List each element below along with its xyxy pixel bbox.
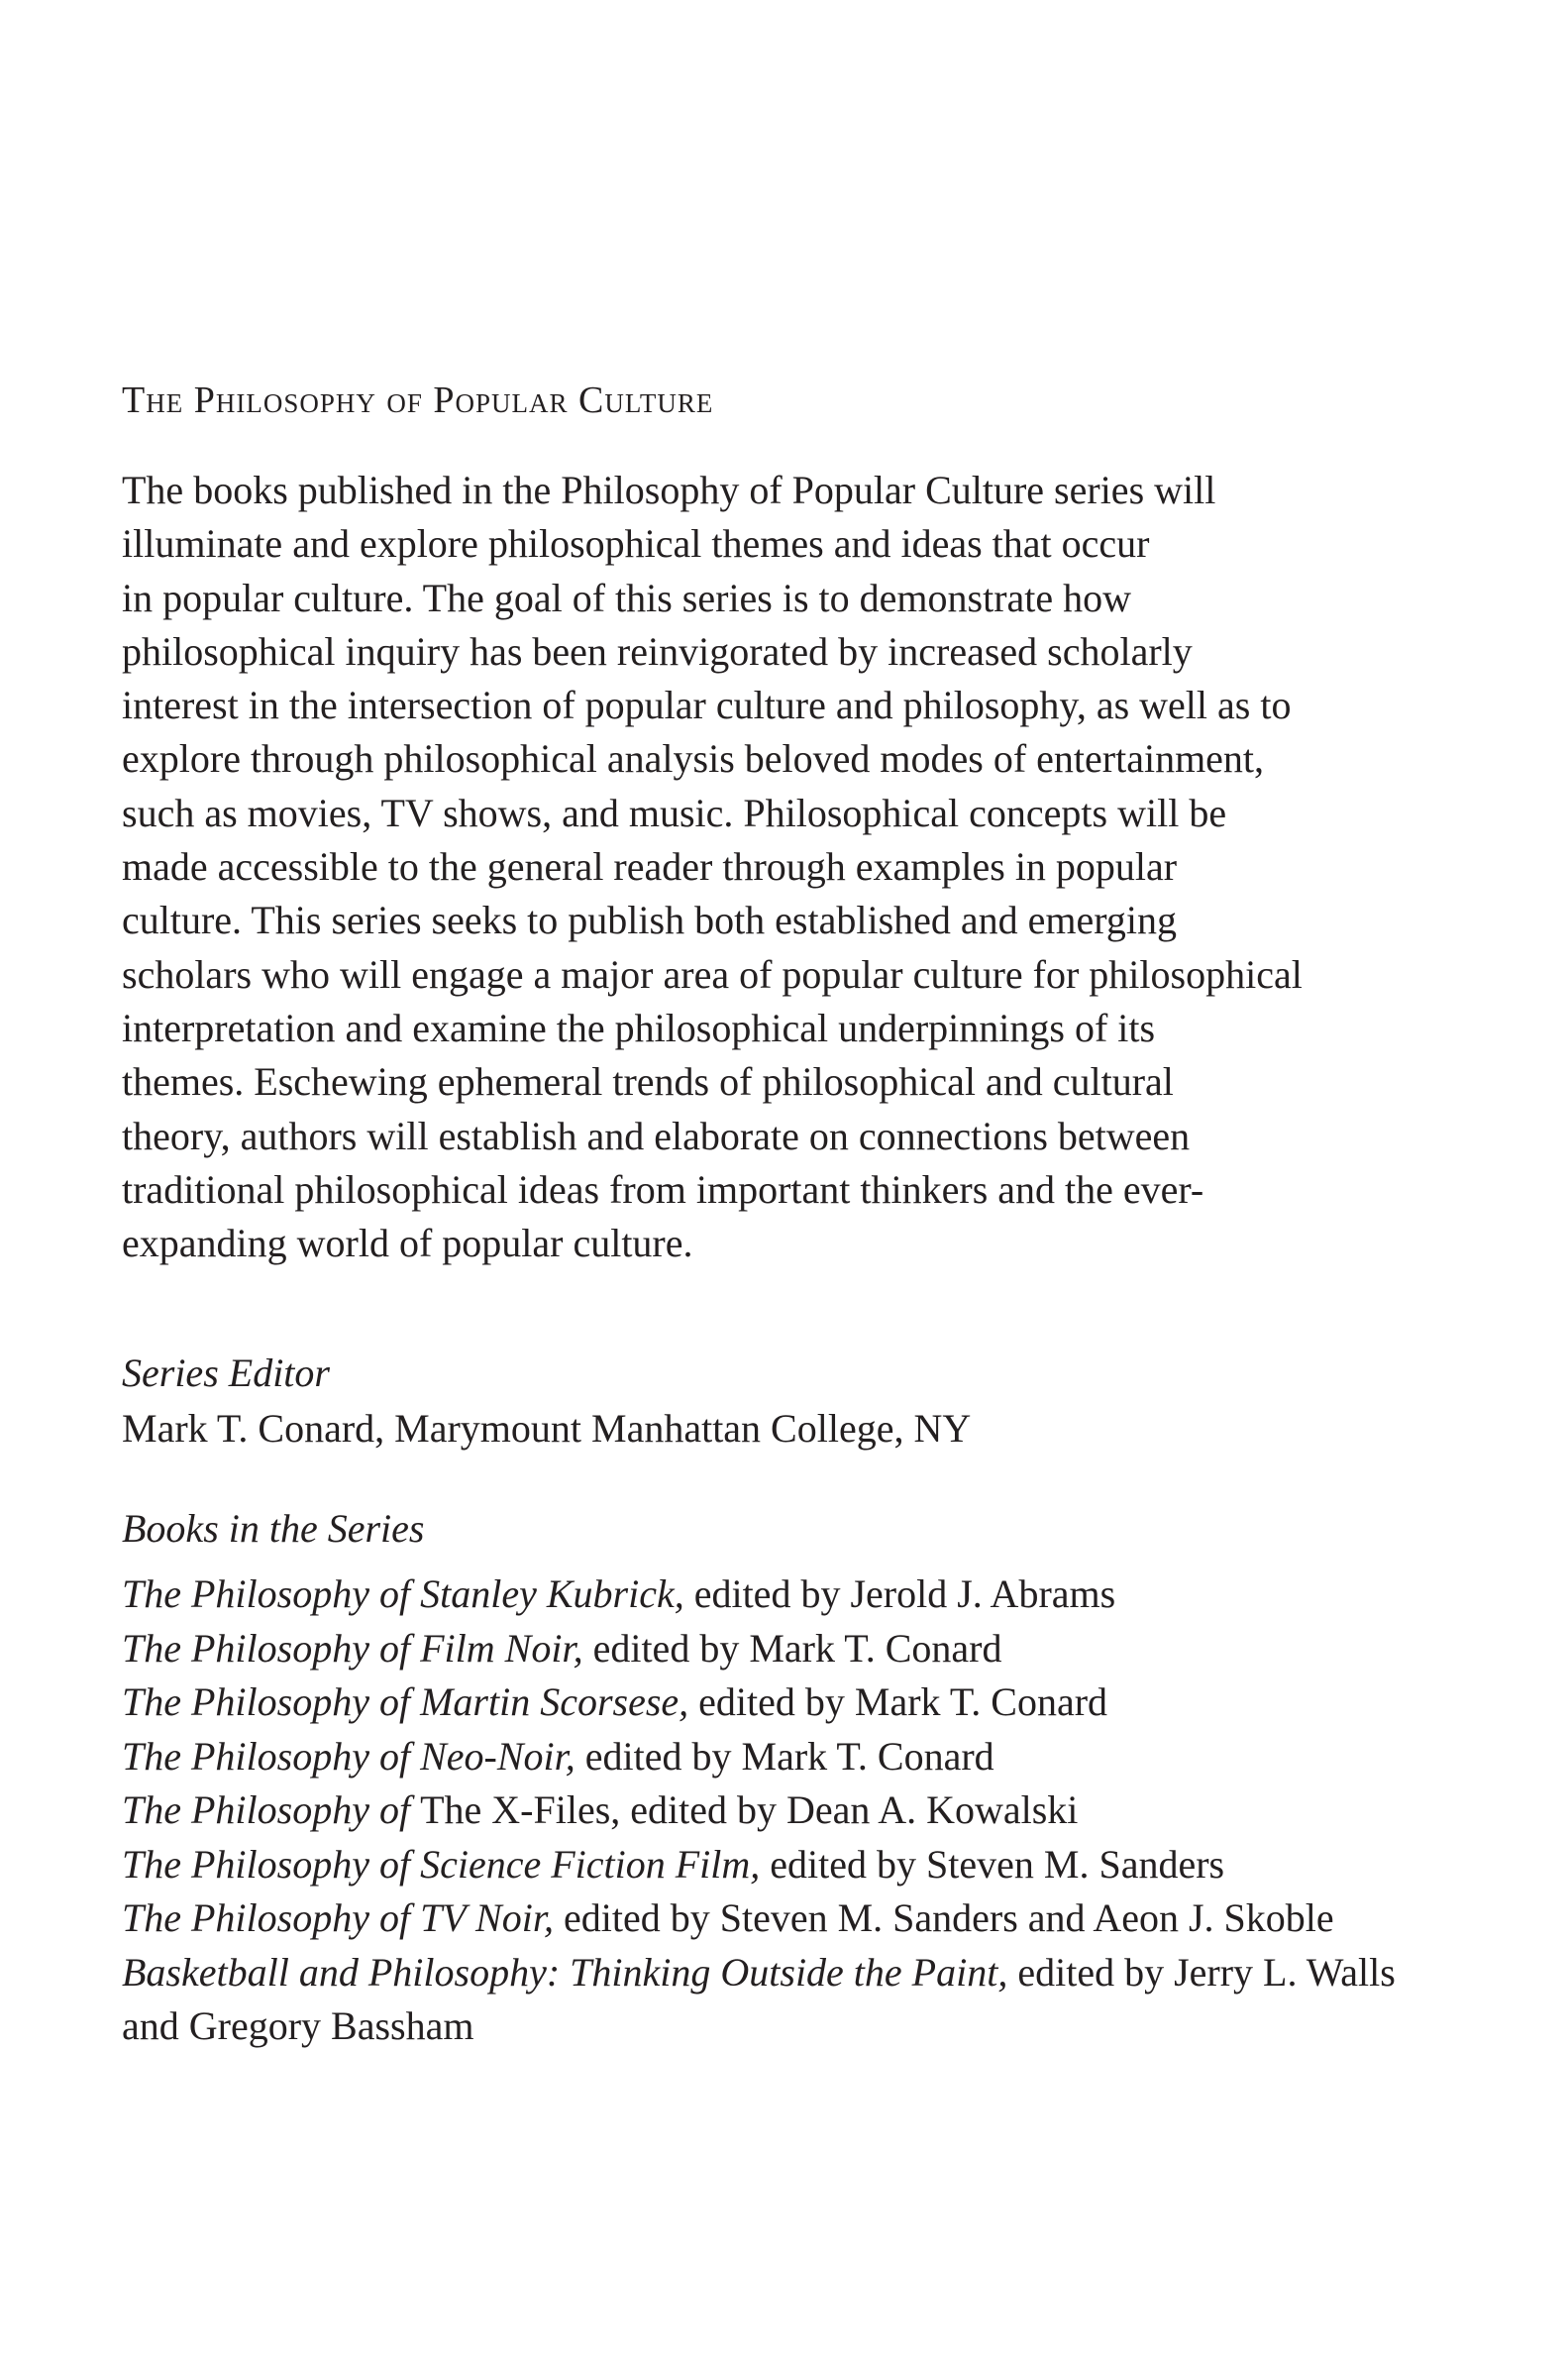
description-line: expanding world of popular culture. <box>122 1221 693 1266</box>
book-entry <box>122 1783 1509 1838</box>
description-line: such as movies, TV shows, and music. Philosophical concepts will be <box>122 790 1227 835</box>
book-entry <box>122 1891 1509 1946</box>
series-title: The Philosophy of Popular Culture <box>122 379 714 421</box>
book-credit: edited by Jerold J. Abrams <box>683 1571 1116 1616</box>
description-line: explore through philosophical analysis beloved modes of entertainment, <box>122 736 1265 782</box>
description-line: illuminate and explore philosophical themes and ideas that occur <box>122 521 1150 567</box>
description-line: philosophical inquiry has been reinvigorated by increased scholarly <box>122 628 1193 674</box>
description-line: made accessible to the general reader through examples in popular <box>122 844 1178 890</box>
description-line: scholars who will engage a major area of popular culture for philosophical <box>122 951 1303 997</box>
description-line: themes. Eschewing ephemeral trends of philosophical and cultural <box>122 1059 1174 1105</box>
book-entry <box>122 1567 1509 1622</box>
book-entry <box>122 1730 1509 1784</box>
book-title: Basketball and Philosophy: Thinking Outside the Paint, <box>122 1949 1008 1995</box>
book-credit: edited by Mark T. Conard <box>575 1733 994 1779</box>
book-title: The Philosophy of Neo-Noir, <box>122 1733 575 1779</box>
book-title: The Philosophy of <box>122 1787 421 1832</box>
book-title-roman: The X-Files, <box>420 1787 621 1832</box>
book-entry <box>122 1946 1509 2000</box>
book-title: The Philosophy of Martin Scorsese, <box>122 1679 689 1724</box>
book-credit: edited by Mark T. Conard <box>582 1625 1002 1671</box>
book-credit: edited by Steven M. Sanders and Aeon J. Skoble <box>553 1895 1334 1940</box>
series-description <box>122 464 1489 1270</box>
description-line: interpretation and examine the philosophical underpinnings of its <box>122 1005 1156 1050</box>
book-entry <box>122 1838 1509 1892</box>
book-entry <box>122 1675 1509 1730</box>
book-title: The Philosophy of TV Noir, <box>122 1895 554 1940</box>
books-in-series-label: Books in the Series <box>122 1506 425 1551</box>
book-credit: edited by Steven M. Sanders <box>760 1841 1225 1887</box>
books-list <box>122 1567 1509 2054</box>
book-credit: edited by Dean A. Kowalski <box>620 1787 1079 1832</box>
book-title: The Philosophy of Science Fiction Film, <box>122 1841 761 1887</box>
book-entry-continuation: and Gregory Bassham <box>122 2003 474 2048</box>
book-title: The Philosophy of Film Noir, <box>122 1625 583 1671</box>
book-entry <box>122 1622 1509 1676</box>
description-line: traditional philosophical ideas from important thinkers and the ever- <box>122 1166 1204 1212</box>
book-credit: edited by Mark T. Conard <box>688 1679 1108 1724</box>
series-editor-label: Series Editor <box>122 1350 330 1395</box>
description-line: theory, authors will establish and elaborate on connections between <box>122 1113 1191 1158</box>
description-line: The books published in the Philosophy of Popular Culture series will <box>122 468 1216 512</box>
book-title: The Philosophy of Stanley Kubrick, <box>122 1571 684 1616</box>
description-line: culture. This series seeks to publish both established and emerging <box>122 898 1177 943</box>
description-line: interest in the intersection of popular culture and philosophy, as well as to <box>122 683 1292 728</box>
book-credit: edited by Jerry L. Walls <box>1007 1949 1396 1995</box>
description-line: in popular culture. The goal of this series is to demonstrate how <box>122 575 1132 620</box>
series-editor-name: Mark T. Conard, Marymount Manhattan College, NY <box>122 1406 972 1451</box>
